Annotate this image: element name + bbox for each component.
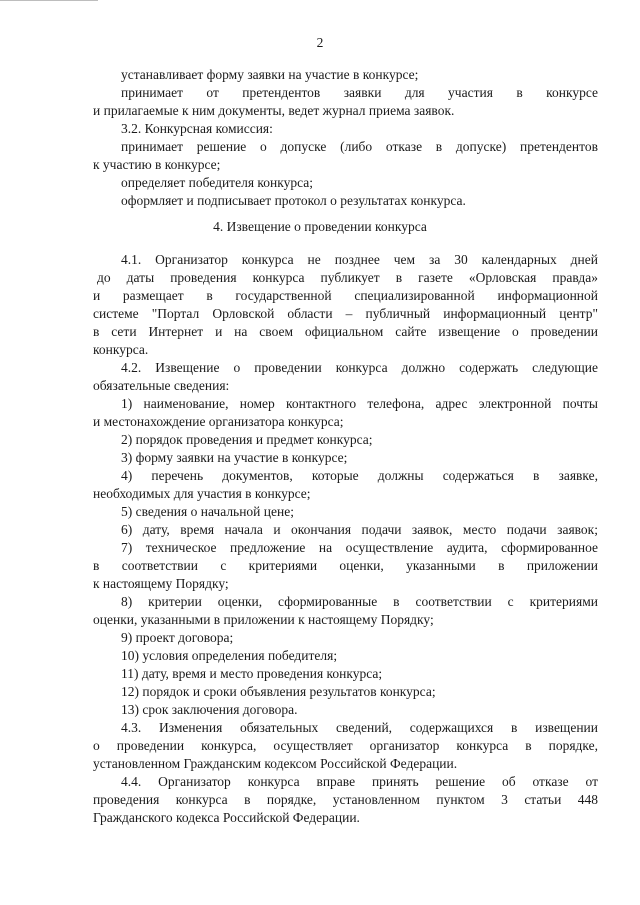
list-item: 9) проект договора; — [121, 630, 234, 645]
list-item: 6) дату, время начала и окончания подачи заявок, место подачи заявок; — [121, 522, 598, 537]
list-item: 8) критерии оценки, сформированные в соответствии с критериями — [121, 594, 598, 609]
scan-edge-line — [0, 0, 98, 1]
text-line: до даты проведения конкурса публикует в газете «Орловская правда» — [97, 270, 598, 285]
text-line: обязательные сведения: — [93, 378, 230, 393]
text-line: 4.1. Организатор конкурса не позднее чем за 30 календарных дней — [121, 252, 598, 267]
text-line: определяет победителя конкурса; — [121, 175, 314, 190]
text-line: Гражданского кодекса Российской Федерации. — [93, 810, 360, 825]
text-line: оформляет и подписывает протокол о результатах конкурса. — [121, 193, 466, 208]
text-line: необходимых для участия в конкурсе; — [93, 486, 311, 501]
list-item: 2) порядок проведения и предмет конкурса; — [121, 432, 373, 447]
list-item: 4) перечень документов, которые должны содержаться в заявке, — [121, 468, 598, 483]
text-line: и прилагаемые к ним документы, ведет журнал приема заявок. — [93, 103, 455, 118]
text-line: в сети Интернет и на своем официальном сайте извещение о проведении — [93, 324, 598, 339]
list-item: 1) наименование, номер контактного телефона, адрес электронной почты — [121, 396, 598, 411]
text-line: проведения конкурса в порядке, установленном пунктом 3 статьи 448 — [93, 792, 598, 807]
text-line: 4.2. Извещение о проведении конкурса должно содержать следующие — [121, 360, 598, 375]
text-line: конкурса. — [93, 342, 149, 357]
text-line: принимает решение о допуске (либо отказе в допуске) претендентов — [121, 139, 598, 154]
text-line: принимает от претендентов заявки для участия в конкурсе — [121, 85, 598, 100]
text-line: и размещает в государственной специализированной информационной — [93, 288, 598, 303]
text-line: в соответствии с критериями оценки, указанными в приложении — [93, 558, 598, 573]
text-line: 4.3. Изменения обязательных сведений, содержащихся в извещении — [121, 720, 598, 735]
text-line: о проведении конкурса, осуществляет организатор конкурса в порядке, — [93, 738, 598, 753]
text-line: и местонахождение организатора конкурса; — [93, 414, 344, 429]
list-item: 11) дату, время и место проведения конкурса; — [121, 666, 383, 681]
text-line: 4.4. Организатор конкурса вправе принять решение об отказе от — [121, 774, 598, 789]
list-item: 10) условия определения победителя; — [121, 648, 338, 663]
list-item: 13) срок заключения договора. — [121, 702, 298, 717]
text-line: системе "Портал Орловской области – публичный информационный центр" — [93, 306, 598, 321]
list-item: 7) техническое предложение на осуществление аудита, сформированное — [121, 540, 598, 555]
list-item: 12) порядок и сроки объявления результатов конкурса; — [121, 684, 436, 699]
list-item: 5) сведения о начальной цене; — [121, 504, 294, 519]
text-line: к участию в конкурсе; — [93, 157, 221, 172]
section-title: 4. Извещение о проведении конкурса — [213, 219, 427, 234]
page-number: 2 — [316, 35, 324, 50]
text-line: 3.2. Конкурсная комиссия: — [121, 121, 273, 136]
list-item: 3) форму заявки на участие в конкурсе; — [121, 450, 348, 465]
text-line: к настоящему Порядку; — [93, 576, 229, 591]
text-line: установленном Гражданским кодексом Российской Федерации. — [93, 756, 458, 771]
text-line: оценки, указанными в приложении к настоящему Порядку; — [93, 612, 434, 627]
text-line: устанавливает форму заявки на участие в конкурсе; — [121, 67, 419, 82]
